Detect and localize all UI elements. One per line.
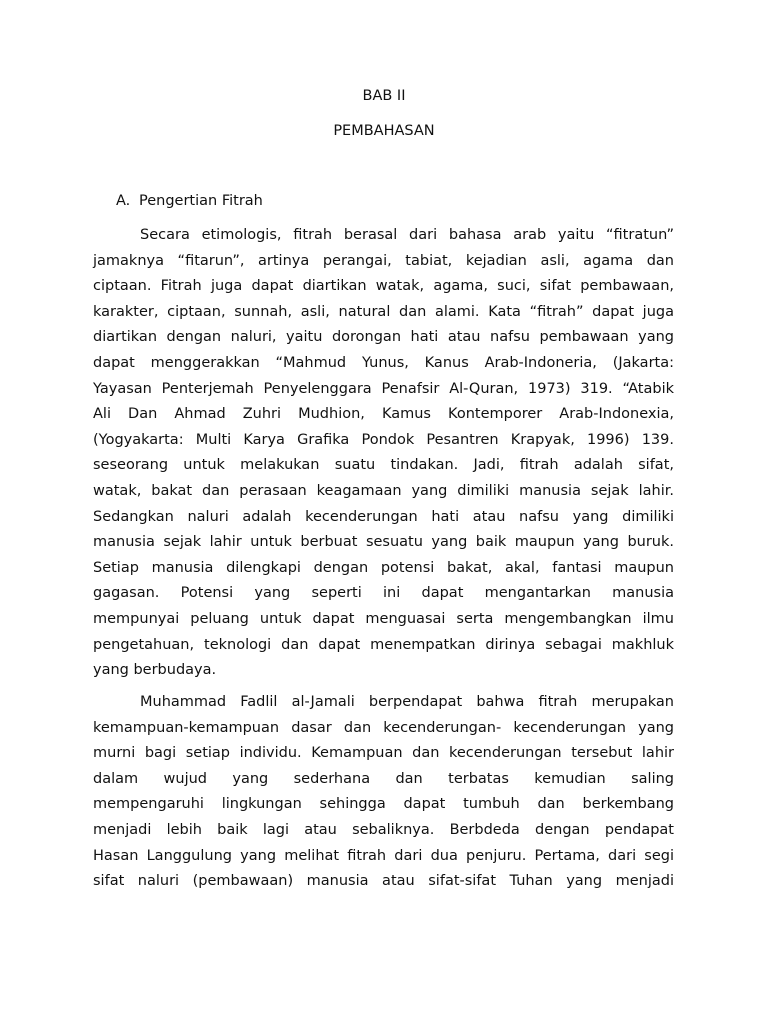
paragraph-line: kemampuan-kemampuan dasar dan kecenderungan- kecenderungan yang	[93, 719, 674, 736]
paragraph-line: Setiap manusia dilengkapi dengan potensi bakat, akal, fantasi maupun	[93, 559, 674, 576]
paragraph-line: watak, bakat dan perasaan keagamaan yang dimiliki manusia sejak lahir.	[93, 482, 674, 499]
paragraph-line: Secara etimologis, fitrah berasal dari bahasa arab yaitu “fitratun”	[140, 227, 674, 243]
paragraph-line: diartikan dengan naluri, yaitu dorongan hati atau nafsu pembawaan yang	[93, 329, 674, 346]
paragraph-line: gagasan. Potensi yang seperti ini dapat mengantarkan manusia	[93, 585, 674, 602]
paragraph-line: Sedangkan naluri adalah kecenderungan hati atau nafsu yang dimiliki	[93, 508, 674, 525]
paragraph-line: murni bagi setiap individu. Kemampuan dan kecenderungan tersebut lahir	[93, 745, 674, 762]
paragraph-line: mempengaruhi lingkungan sehingga dapat tumbuh dan berkembang	[93, 796, 674, 813]
paragraph-line: dalam wujud yang sederhana dan terbatas kemudian saling	[93, 770, 674, 787]
paragraph-line: Yayasan Penterjemah Penyelenggara Penafsir Al-Quran, 1973) 319. “Atabik	[93, 380, 674, 397]
section-heading	[116, 191, 263, 211]
paragraph-line: yang berbudaya.	[93, 662, 217, 679]
chapter-heading: BAB II	[362, 88, 406, 104]
paragraph-line: seseorang untuk melakukan suatu tindakan. Jadi, fitrah adalah sifat,	[93, 457, 674, 474]
paragraph-line: karakter, ciptaan, sunnah, asli, natural dan alami. Kata “fitrah” dapat juga	[93, 303, 674, 320]
paragraph-2	[93, 690, 674, 895]
paragraph-line: pengetahuan, teknologi dan dapat menempatkan dirinya sebagai makhluk	[93, 636, 674, 653]
paragraph-line: mempunyai peluang untuk dapat menguasai serta mengembangkan ilmu	[93, 610, 674, 627]
paragraph-line: Muhammad Fadlil al-Jamali berpendapat bahwa fitrah merupakan	[140, 694, 674, 710]
paragraph-line: manusia sejak lahir untuk berbuat sesuatu yang baik maupun yang buruk.	[93, 534, 674, 551]
paragraph-line: jamaknya “fitarun”, artinya perangai, tabiat, kejadian asli, agama dan	[93, 252, 674, 269]
paragraph-1	[93, 223, 674, 684]
paragraph-line: sifat naluri (pembawaan) manusia atau sifat-sifat Tuhan yang menjadi	[93, 873, 674, 890]
section-title: Pengertian Fitrah	[139, 193, 263, 209]
paragraph-line: dapat menggerakkan “Mahmud Yunus, Kanus Arab-Indoneria, (Jakarta:	[93, 354, 674, 371]
paragraph-line: (Yogyakarta: Multi Karya Grafika Pondok Pesantren Krapyak, 1996) 139.	[93, 431, 674, 448]
section-marker: A.	[116, 193, 131, 209]
paragraph-line: Ali Dan Ahmad Zuhri Mudhion, Kamus Kontemporer Arab-Indonexia,	[93, 406, 674, 423]
paragraph-line: ciptaan. Fitrah juga dapat diartikan watak, agama, suci, sifat pembawaan,	[93, 278, 674, 295]
paragraph-line: menjadi lebih baik lagi atau sebaliknya. Berbdeda dengan pendapat	[93, 821, 674, 838]
paragraph-line: Hasan Langgulung yang melihat fitrah dari dua penjuru. Pertama, dari segi	[93, 847, 674, 864]
chapter-subtitle: PEMBAHASAN	[333, 123, 435, 139]
